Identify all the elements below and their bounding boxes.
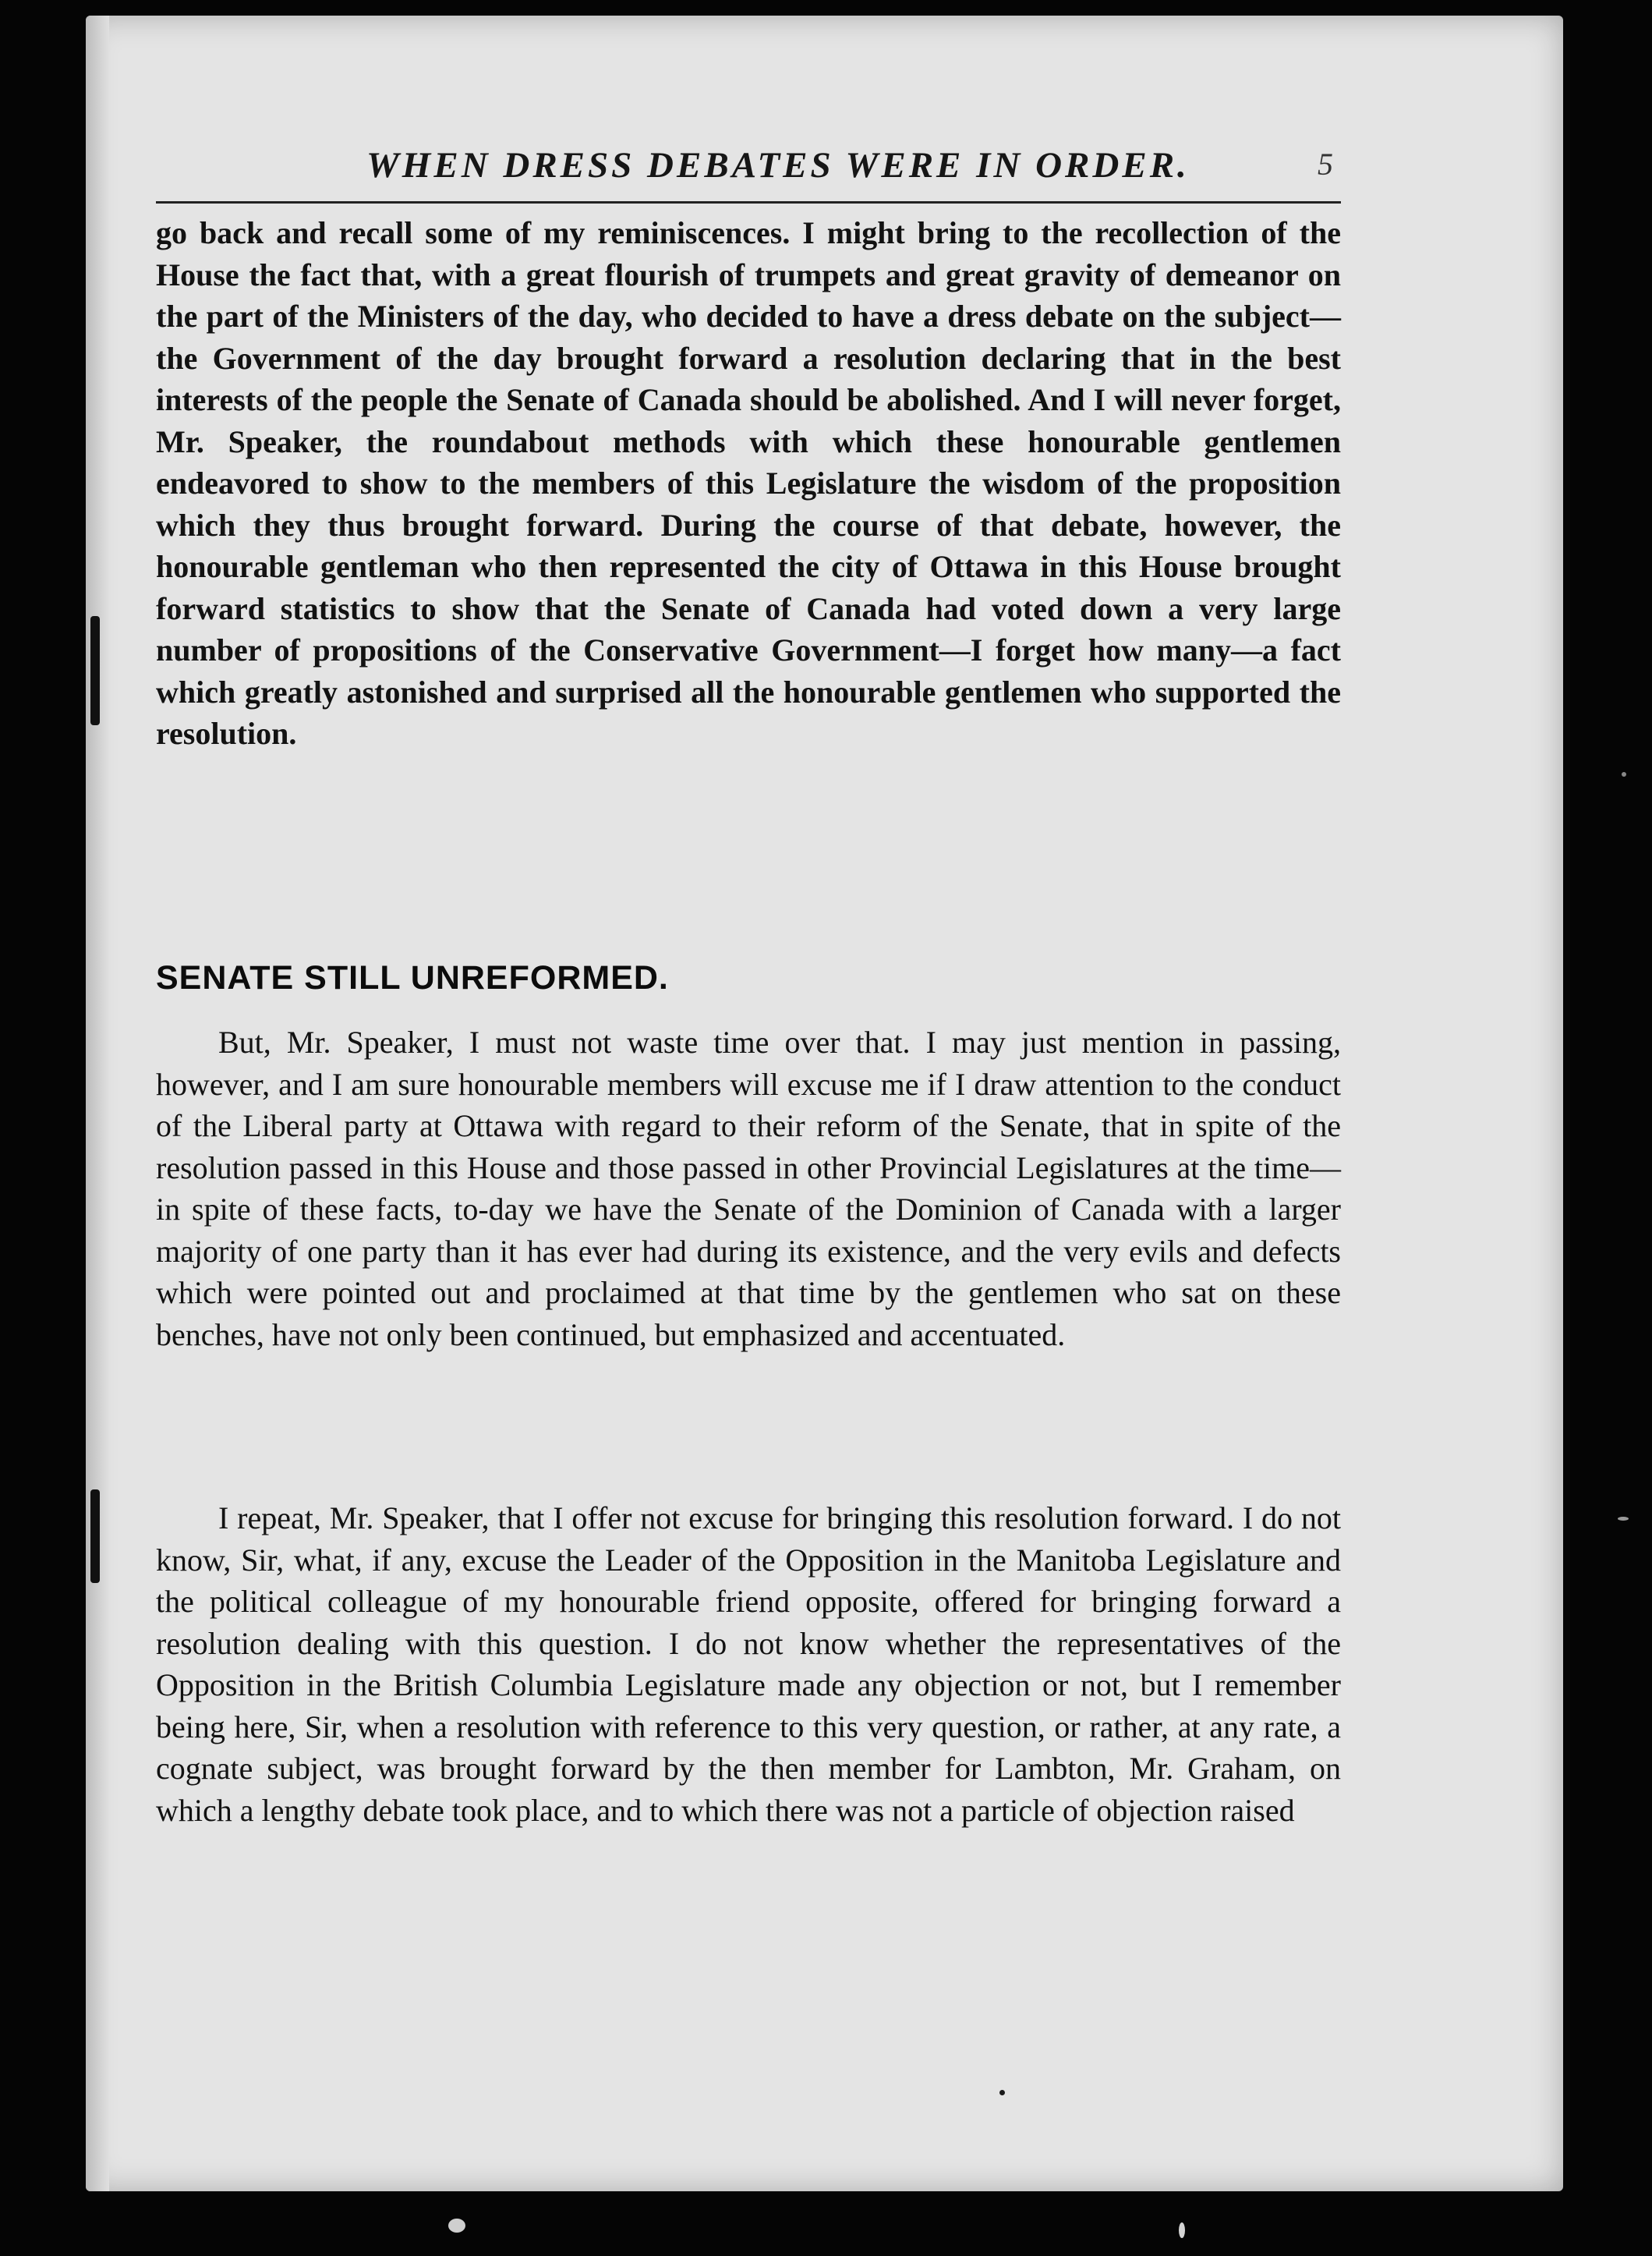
scan-speck bbox=[448, 2219, 465, 2233]
paragraph-text: But, Mr. Speaker, I must not waste time over that. I may just mention in passing, however, and I am sure honourable members will excuse me if I draw attention to the conduct of the Liberal party at Ottawa with regard to their reform of the Senate, that in spite of the resolution passed in this House and those passed in other Provincial Legislatures at the time—in spite of these facts, to-day we have the Senate of the Dominion of Canada with a larger majority of one party than it has ever had during its existence, and the very evils and defects which were pointed out and proclaimed at that time by the gentlemen who sat on these benches, have not only been continued, but emphasized and accentuated. bbox=[156, 1025, 1341, 1352]
body-paragraph-1 bbox=[156, 212, 1341, 755]
paragraph-text: go back and recall some of my reminiscences. I might bring to the recollection of the House the fact that, with a great flourish of trumpets and great gravity of demeanor on the part of the Ministers of the day, who decided to have a dress debate on the subject—the Government of the day brought forward a resolution declaring that in the best interests of the people the Senate of Canada should be abolished. And I will never forget, Mr. Speaker, the roundabout methods with which these honourable gentlemen endeavored to show to the members of this Legislature the wisdom of the proposition which they thus brought forward. During the course of that debate, however, the honourable gentleman who then represented the city of Ottawa in this House brought forward statistics to show that the Senate of Canada had voted down a very large number of propositions of the Conservative Government—I forget how many—a fact which greatly astonished and surprised all the honourable gentlemen who supported the resolution. bbox=[156, 215, 1341, 751]
running-title: WHEN DRESS DEBATES WERE IN ORDER. bbox=[366, 145, 1190, 186]
binding-shadow-mark bbox=[90, 1489, 100, 1583]
body-paragraph-2 bbox=[156, 1022, 1341, 1355]
body-paragraph-3 bbox=[156, 1497, 1341, 1831]
header-rule bbox=[156, 201, 1341, 204]
binding-shadow-mark bbox=[90, 616, 100, 725]
section-heading: SENATE STILL UNREFORMED. bbox=[156, 959, 669, 997]
page-binding-edge bbox=[86, 16, 109, 2191]
scan-speck bbox=[1622, 772, 1626, 777]
paragraph-text: I repeat, Mr. Speaker, that I offer not excuse for bringing this resolution forward. I do not know, Sir, what, if any, excuse the Leader of the Opposition in the Manitoba Legislature and the political colleague of my honourable friend opposite, offered for bringing forward a resolution dealing with this question. I do not know whether the representatives of the Opposition in the British Columbia Legislature made any objection or not, but I remember being here, Sir, when a resolution with reference to this very question, or rather, at any rate, a cognate subject, was brought forward by the then member for Lambton, Mr. Graham, on which a lengthy debate took place, and to which there was not a particle of objection raised bbox=[156, 1500, 1341, 1828]
scan-speck bbox=[999, 2090, 1005, 2095]
scan-speck bbox=[1179, 2222, 1185, 2238]
running-header bbox=[156, 144, 1341, 191]
scan-speck bbox=[1618, 1517, 1629, 1521]
page-number: 5 bbox=[1318, 147, 1333, 182]
